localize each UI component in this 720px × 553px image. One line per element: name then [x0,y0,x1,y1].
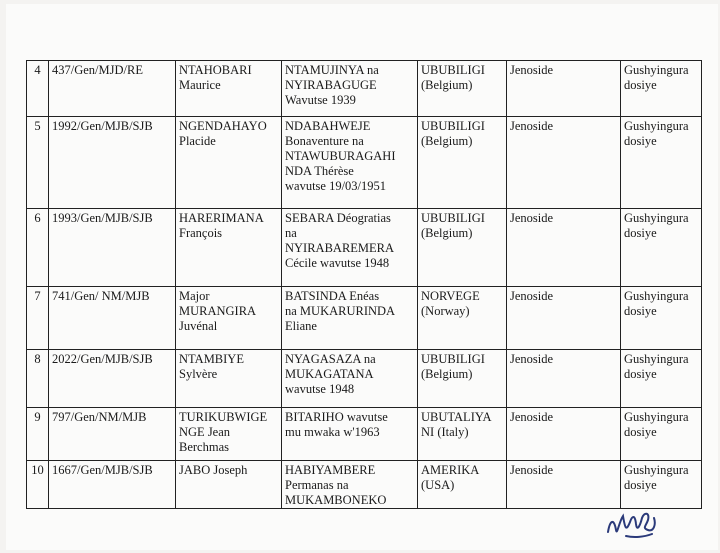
action-taken-cell [621,209,702,287]
parents-and-birth-line: wavutse 1948 [285,382,355,396]
table-row [27,408,702,461]
parents-and-birth-line: MUKAMBONEKO [285,493,387,507]
action-taken-line: Gushyingura [624,410,689,424]
action-taken-cell [621,117,702,209]
parents-and-birth-cell [282,350,418,408]
action-taken-cell [621,287,702,350]
records-table [26,60,702,509]
crime-type-cell: Jenoside [507,61,621,117]
suspect-name-line: TURIKUBWIGE [179,410,268,424]
parents-and-birth-line: Permanas na [285,478,349,492]
suspect-name-cell [176,350,282,408]
parents-and-birth-line: MUKAGATANA [285,367,374,381]
suspect-name-line: JABO Joseph [179,463,248,477]
action-taken-line: dosiye [624,478,657,492]
crime-type-cell: Jenoside [507,287,621,350]
case-number-cell: 437/Gen/MJD/RE [49,61,176,117]
country-line: (USA) [421,478,455,492]
suspect-name-cell [176,408,282,461]
crime-type-cell: Jenoside [507,408,621,461]
table-row [27,350,702,408]
country-line: (Belgium) [421,226,473,240]
suspect-name-line: François [179,226,223,240]
action-taken-line: dosiye [624,304,657,318]
parents-and-birth-line: NDA Thérèse [285,164,354,178]
crime-type-cell: Jenoside [507,461,621,509]
parents-and-birth-line: wavutse 19/03/1951 [285,179,387,193]
handwritten-signature [604,502,674,542]
country-cell [418,61,507,117]
parents-and-birth-line: NYIRABAREMERA [285,241,395,255]
row-number-cell: 10 [27,461,49,509]
country-line: UBUBILIGI [421,352,485,366]
row-number-cell: 5 [27,117,49,209]
action-taken-line: Gushyingura [624,211,689,225]
parents-and-birth-line: NTAWUBURAGAHI [285,149,396,163]
suspect-name-line: NGE Jean [179,425,231,439]
case-number-cell: 1667/Gen/MJB/SJB [49,461,176,509]
table-row [27,209,702,287]
country-line: (Belgium) [421,367,473,381]
parents-and-birth-cell [282,287,418,350]
country-line: AMERIKA [421,463,480,477]
case-number-cell: 797/Gen/NM/MJB [49,408,176,461]
parents-and-birth-line: NTAMUJINYA na [285,63,379,77]
table-row [27,61,702,117]
parents-and-birth-line: NDABAHWEJE [285,119,371,133]
parents-and-birth-line: na [285,226,297,240]
suspect-name-line: Juvénal [179,319,218,333]
row-number-cell: 9 [27,408,49,461]
table-row [27,287,702,350]
suspect-name-cell [176,461,282,509]
case-number-cell: 1992/Gen/MJB/SJB [49,117,176,209]
row-number-cell: 4 [27,61,49,117]
parents-and-birth-cell [282,461,418,509]
suspect-name-cell [176,61,282,117]
parents-and-birth-cell [282,117,418,209]
country-line: (Belgium) [421,134,473,148]
parents-and-birth-line: Bonaventure na [285,134,364,148]
row-number-cell: 8 [27,350,49,408]
suspect-name-line: NTAMBIYE [179,352,244,366]
action-taken-line: Gushyingura [624,119,689,133]
parents-and-birth-line: NYIRABAGUGE [285,78,377,92]
country-line: (Norway) [421,304,470,318]
action-taken-line: dosiye [624,226,657,240]
suspect-name-line: Placide [179,134,216,148]
case-number-cell: 2022/Gen/MJB/SJB [49,350,176,408]
country-cell [418,287,507,350]
table-body [27,61,702,509]
crime-type-cell: Jenoside [507,209,621,287]
country-cell [418,408,507,461]
suspect-name-line: NTAHOBARI [179,63,252,77]
parents-and-birth-line: Wavutse 1939 [285,93,356,107]
parents-and-birth-line: HABIYAMBERE [285,463,376,477]
parents-and-birth-line: NYAGASAZA na [285,352,376,366]
parents-and-birth-line: BITARIHO wavutse [285,410,388,424]
suspect-name-cell [176,287,282,350]
suspect-name-cell [176,117,282,209]
table-row [27,117,702,209]
row-number-cell: 7 [27,287,49,350]
action-taken-line: dosiye [624,367,657,381]
action-taken-cell [621,350,702,408]
country-cell [418,209,507,287]
case-number-cell: 741/Gen/ NM/MJB [49,287,176,350]
crime-type-cell: Jenoside [507,117,621,209]
parents-and-birth-line: mu mwaka w'1963 [285,425,380,439]
action-taken-line: Gushyingura [624,352,689,366]
country-cell [418,461,507,509]
table-row [27,461,702,509]
parents-and-birth-line: na MUKARURINDA [285,304,396,318]
parents-and-birth-line: SEBARA Déogratias [285,211,391,225]
suspect-name-line: Berchmas [179,440,229,454]
suspect-name-line: Sylvère [179,367,218,381]
action-taken-line: dosiye [624,425,657,439]
action-taken-cell [621,408,702,461]
suspect-name-cell [176,209,282,287]
country-line: NORVEGE [421,289,480,303]
country-line: UBUBILIGI [421,119,485,133]
parents-and-birth-cell [282,209,418,287]
country-line: UBUTALIYA [421,410,492,424]
parents-and-birth-line: Cécile wavutse 1948 [285,256,390,270]
action-taken-line: Gushyingura [624,289,689,303]
crime-type-cell: Jenoside [507,350,621,408]
action-taken-line: dosiye [624,134,657,148]
action-taken-line: dosiye [624,78,657,92]
suspect-name-line: HARERIMANA [179,211,264,225]
country-cell [418,117,507,209]
parents-and-birth-line: Eliane [285,319,317,333]
suspect-name-line: Major [179,289,210,303]
suspect-name-line: NGENDAHAYO [179,119,267,133]
parents-and-birth-line: BATSINDA Enéas [285,289,380,303]
case-number-cell: 1993/Gen/MJB/SJB [49,209,176,287]
action-taken-line: Gushyingura [624,63,689,77]
country-line: UBUBILIGI [421,63,485,77]
parents-and-birth-cell [282,408,418,461]
parents-and-birth-cell [282,61,418,117]
suspect-name-line: Maurice [179,78,221,92]
suspect-name-line: MURANGIRA [179,304,257,318]
action-taken-line: Gushyingura [624,463,689,477]
action-taken-cell [621,61,702,117]
row-number-cell: 6 [27,209,49,287]
country-line: (Belgium) [421,78,473,92]
document-page [6,4,718,550]
country-line: NI (Italy) [421,425,469,439]
country-cell [418,350,507,408]
country-line: UBUBILIGI [421,211,485,225]
